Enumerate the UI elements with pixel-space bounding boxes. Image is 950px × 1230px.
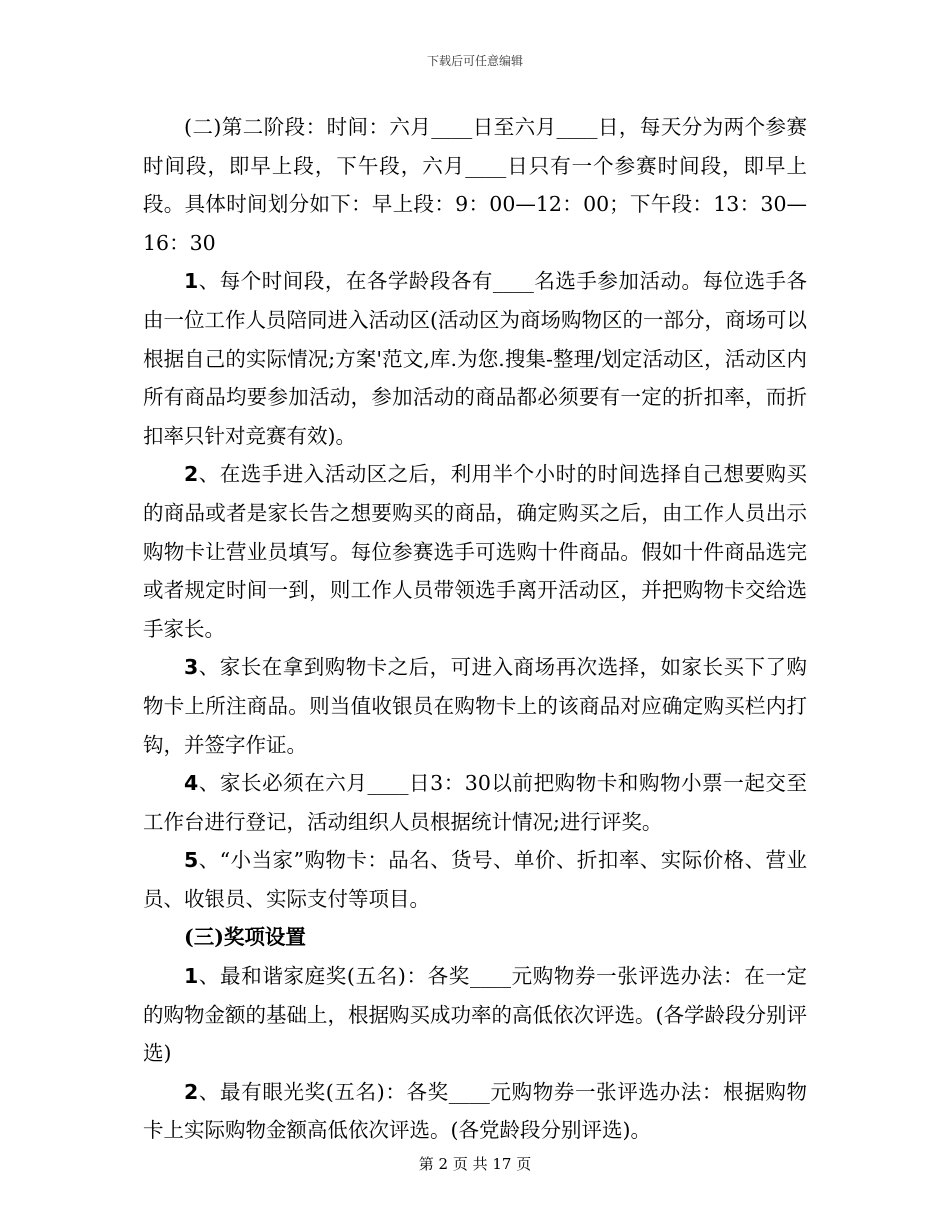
item-number: 3 xyxy=(184,655,199,680)
page-header: 下载后可任意编辑 xyxy=(426,54,523,68)
paragraph-item-3 xyxy=(143,648,807,764)
paragraph-item-4 xyxy=(143,764,807,841)
paragraph-item-5 xyxy=(143,841,807,918)
section-heading-awards xyxy=(143,918,807,957)
paragraph-text: 、家长必须在六月____日3：30以前把购物卡和购物小票一起交至工作台进行登记，活动组织人员根据统计情况;进行评奖。 xyxy=(143,771,807,834)
paragraph-stage-two xyxy=(143,108,807,262)
paragraph-text: 、最有眼光奖(五名)：各奖____元购物券一张评选办法：根据购物卡上实际购物金额高低依次评选。(各党龄段分别评选)。 xyxy=(143,1079,807,1143)
item-number: 2 xyxy=(184,1079,199,1104)
paragraph-text: 、最和谐家庭奖(五名)：各奖____元购物券一张评选办法：在一定的购物金额的基础上，根据购买成功率的高低依次评选。(各学龄段分别评选) xyxy=(143,964,807,1066)
item-number: 4 xyxy=(184,771,199,796)
document-body xyxy=(143,108,807,1150)
paragraph-award-2 xyxy=(143,1073,807,1150)
paragraph-text: 、每个时间段，在各学龄段各有____名选手参加活动。每位选手各由一位工作人员陪同进入活动区(活动区为商场购物区的一部分，商场可以根据自己的实际情况;方案'范文,库.为您.搜集-整理/划定活动区，活动区内所有商品均要参加活动，参加活动的商品都必须要有一定的折扣率，而折扣率只针对竞赛有效)。 xyxy=(143,269,807,448)
paragraph-item-1 xyxy=(143,262,807,455)
paragraph-text: (二)第二阶段：时间：六月____日至六月____日，每天分为两个参赛时间段，即早上段，下午段，六月____日只有一个参赛时间段，即早上段。具体时间划分如下：早上段：9：00—12：00；下午段：13：30—16：30 xyxy=(143,115,807,255)
page-footer: 第 2 页 共 17 页 xyxy=(418,1155,532,1173)
paragraph-award-1 xyxy=(143,957,807,1073)
paragraph-item-2 xyxy=(143,455,807,648)
item-number: 2 xyxy=(184,462,199,487)
paragraph-text: 、“小当家”购物卡：品名、货号、单价、折扣率、实际价格、营业员、收银员、实际支付等项目。 xyxy=(143,848,807,911)
item-number: 1 xyxy=(184,964,199,989)
item-number: 5 xyxy=(184,848,199,873)
heading-text: (三)奖项设置 xyxy=(184,925,306,950)
item-number: 1 xyxy=(184,269,199,294)
paragraph-text: 、家长在拿到购物卡之后，可进入商场再次选择，如家长买下了购物卡上所注商品。则当值收银员在购物卡上的该商品对应确定购买栏内打钩，并签字作证。 xyxy=(143,655,807,757)
paragraph-text: 、在选手进入活动区之后，利用半个小时的时间选择自己想要购买的商品或者是家长告之想要购买的商品，确定购买之后，由工作人员出示购物卡让营业员填写。每位参赛选手可选购十件商品。假如十件商品选完或者规定时间一到，则工作人员带领选手离开活动区，并把购物卡交给选手家长。 xyxy=(143,462,807,641)
